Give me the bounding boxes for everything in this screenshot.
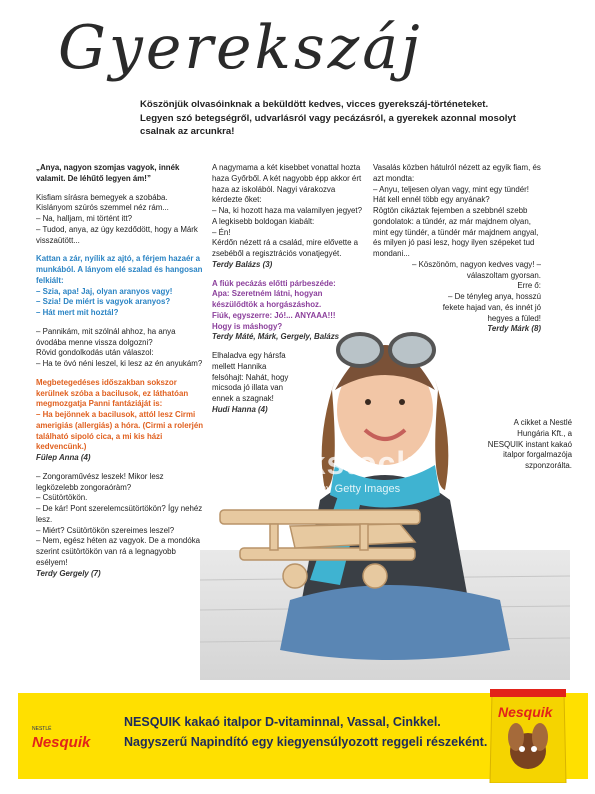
story-text: – Szia, apa! Jaj, olyan aranyos vagy!	[36, 286, 173, 296]
story-text: – Pannikám, mit szólnál ahhoz, ha anya óvodába menne vissza dolgozni?	[36, 326, 176, 347]
story-text: Kattan a zár, nyílik az ajtó, a férjem hazaér a munkából. A lányom elé szalad és hangosan felkiált:	[36, 254, 203, 285]
story-text: – Anyu, teljesen olyan vagy, mint egy tündér!	[373, 184, 530, 194]
watermark: thinkstock	[245, 445, 416, 481]
nesquik-package	[486, 683, 570, 783]
story-text: A fiúk pecázás előtti párbeszéde:	[212, 278, 336, 288]
story-text: Hogy is máshogy?	[212, 321, 283, 331]
package-brand: Nesquik	[498, 704, 553, 720]
story-text: Vasalás közben hátulról nézett az egyik fiam, és azt mondta:	[373, 163, 541, 183]
nesquik-logo	[32, 723, 94, 751]
story-text: – Nem, egész héten az vagyok. De a mondóka szerint csütörtökön van rá a legnagyobb esélyem!	[36, 536, 201, 567]
story-heading: „Anya, nagyon szomjas vagyok, innék valamit. De léhűtő legyen ám!”	[36, 163, 180, 183]
story-signature: Terdy Márk (8)	[487, 324, 541, 334]
story-text: Kisfiam sírásra bemegyek a szobába. Kislányom szúrós szemmel néz rám...	[36, 192, 169, 213]
sponsor-credit: A cikket a Nestlé Hungária Kft., a NESQUIK instant kakaó italpor forgalmazója szponzorálta.	[487, 418, 572, 470]
story-text: Megbetegedéses időszakban sokszor kerülnek szóba a bacilusok, ez láthatóan megmozgatja Panni fantáziáját is:	[36, 377, 189, 409]
nestle-label: NESTLÉ	[32, 726, 52, 732]
story-text: Apa: Szeretném látni, hogyan készülődtök a horgászáshoz.	[212, 289, 323, 309]
story-text: Elhaladva egy hársfa mellett Hannika felsóhajt: Nahát, hogy micsoda jó illata van ennek a szagnak!	[212, 351, 289, 403]
story-text: A legkisebb boldogan kiabált:	[212, 216, 315, 226]
story-text: – Na, halljam, mi történt itt?	[36, 214, 133, 223]
story-text: A nagymama a két kisebbet vonattal hozta haza Győrből. A két nagyobb épp akkor ért haza az iskolából. Nagyi várakozva kérdezte őket:	[212, 163, 362, 205]
story-signature: Terdy Máté, Márk, Gergely, Balázs	[212, 332, 340, 342]
story-signature: Terdy Balázs (3)	[212, 259, 273, 269]
story-text: Kérdőn nézett rá a család, mire elővette a zsebéből a regisztrációs vonatjegyét.	[212, 238, 359, 258]
ad-subline: Nagyszerű Napindító egy kiegyensúlyozott reggeli részeként.	[124, 735, 488, 749]
nesquik-wordmark: Nesquik	[32, 734, 91, 751]
story-text: – Hát mert mit hoztál?	[36, 308, 119, 317]
nesquik-ad-banner[interactable]	[18, 693, 588, 779]
story-text: – De kár! Pont szerelemcsütörtökön? Így nehéz lesz.	[36, 504, 203, 524]
story-text: Fiúk, egyszerre: Jó!... ANYAAA!!!	[212, 310, 336, 320]
story-text: – Köszönöm, nagyon kedves vagy! – válaszoltam gyorsan.	[412, 259, 541, 280]
story-text: Rögtön cikáztak fejemben a szebbnél szebb gondolatok: a tündér, az már majdnem olyan, mint egy tündér, a tündér már majdnem angyal, és milyen jó pasi lesz, hogy ilyen szépeket tud mondani...	[373, 206, 539, 258]
story-text: – Csütörtökön.	[36, 493, 88, 503]
story-text: – Ha bejönnek a bacilusok, attól lesz Cirmi amerigiás (allergiás) a hóra. (Cirmi a rolerjén található sipoló cica, a mi kis házi kedvencünk.)	[36, 410, 204, 452]
story-text: Erre ő:	[517, 281, 541, 291]
page-title: Gyerekszáj	[58, 13, 423, 83]
intro-text: Köszönjük olvasóinknak a beküldött kedves, vicces gyerekszáj-történeteket. Legyen szó betegségről, udvarlásról vagy pecázásról, a gyerekek azonnal mosolyt csalnak az arcunkra!	[140, 99, 516, 138]
story-text: Rövid gondolkodás után válaszol:	[36, 348, 154, 358]
watermark-subtitle: by Getty Images	[320, 483, 401, 495]
ad-headline: NESQUIK kakaó italpor D-vitaminnal, Vassal, Cinkkel.	[124, 715, 441, 729]
story-text: – Tudod, anya, az úgy kezdődött, hogy a Márk visszaütött...	[36, 224, 198, 245]
story-text: – Ha te övó néni leszel, ki lesz az én anyukám?	[36, 359, 203, 368]
story-signature: Hudi Hanna (4)	[212, 404, 268, 414]
column-1	[36, 163, 206, 579]
story-text: – Miért? Csütörtökön szereimes leszel?	[36, 525, 175, 535]
story-text: – De tényleg anya, hosszú fekete hajad van, és innét jó hegyes a füled!	[442, 292, 541, 323]
story-signature: Terdy Gergely (7)	[36, 568, 101, 578]
story-text: – Én!	[212, 227, 231, 237]
story-text: – Zongoraművész leszek! Mikor lesz legközelebb zongoraóràm?	[36, 471, 164, 492]
story-text: – Szia! De miért is vagyok aranyos?	[36, 297, 171, 307]
story-text: Hát kell ennél több egy anyának?	[373, 195, 490, 205]
story-text: – Na, ki hozott haza ma valamilyen jegyet?	[212, 206, 362, 215]
story-signature: Fülep Anna (4)	[36, 453, 91, 462]
